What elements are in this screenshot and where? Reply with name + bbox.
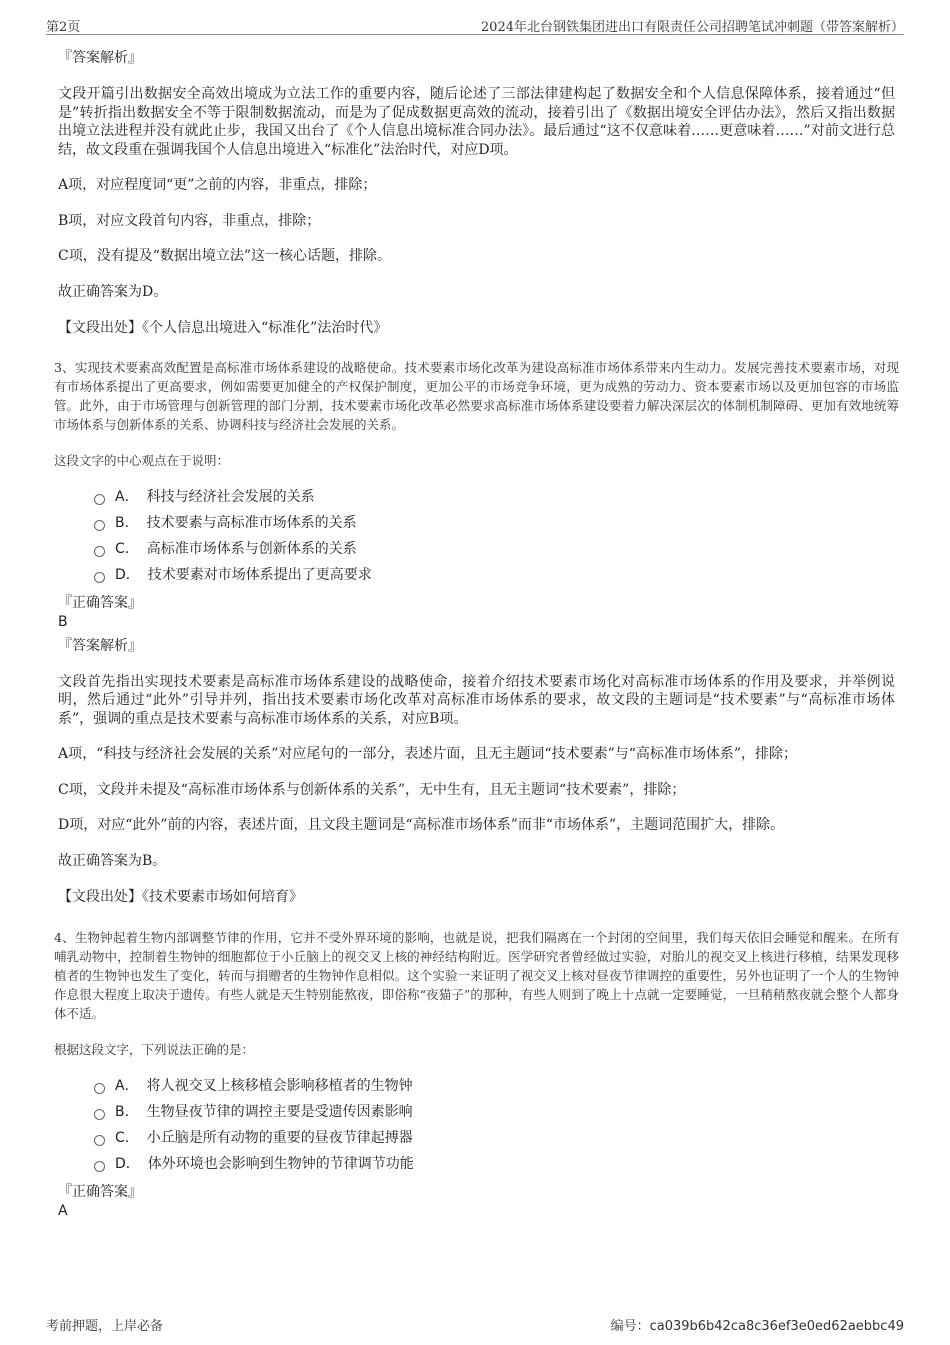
option-letter: B．	[115, 514, 139, 531]
option-a[interactable]	[94, 1073, 899, 1099]
option-text: 技术要素对市场体系提出了更高要求	[147, 566, 372, 583]
question-3-prompt: 这段文字的中心观点在于说明：	[54, 452, 230, 468]
option-b[interactable]	[94, 510, 899, 536]
option-c[interactable]	[94, 536, 899, 562]
question-4-text: 4、生物钟起着生物内部调整节律的作用，它并不受外界环境的影响，也就是说，把我们隔离在一个封闭的空间里，我们每天依旧会睡觉和醒来。在所有哺乳动物中，控制着生物钟的细胞都位于小丘脑上的视交叉上核的神经结构附近。医学研究者曾经做过实验，对胎儿的视交叉上核进行移植，结果发现移植者的生物钟也发生了变化，转而与捐赠者的生物钟作息相似。这个实验一来证明了视交叉上核对昼夜节律调控的重要性，另外也证明了一个人的生物钟作息很大程度上取决于遗传。有些人就是天生特别能熬夜，即俗称“夜猫子”的那种，有些人则到了晚上十点就一定要睡觉，一旦稍稍熬夜就会整个人都身体不适。	[54, 929, 899, 1021]
document-code	[611, 1315, 904, 1334]
question-3-text: 3、实现技术要素高效配置是高标准市场体系建设的战略使命。技术要素市场化改革为建设高标准市场体系带来内生动力。发展完善技术要素市场，对现有市场体系提出了更高要求，例如需要更加健全的产权保护制度，更加公平的市场竞争环境，更为成熟的劳动力、资本要素市场以及更加包容的市场监管。此外，由于市场管理与创新管理的部门分割，技术要素市场化改革必然要求高标准市场体系建设要着力解决深层次的体制机制障碍、更加有效地统筹市场体系与创新体系的关系、协调科技与经济社会发展的关系。	[54, 359, 899, 432]
analysis-item: B项，对应文段首句内容，非重点，排除；	[58, 212, 321, 229]
option-text: 小丘脑是所有动物的重要的昼夜节律起搏器	[146, 1129, 413, 1146]
option-letter: C．	[115, 1129, 139, 1146]
option-text: 技术要素与高标准市场体系的关系	[146, 514, 357, 531]
document-body	[54, 44, 899, 1226]
page-number: 第2页	[46, 20, 81, 35]
question-4-options	[94, 1073, 899, 1177]
radio-button-icon[interactable]	[94, 1083, 105, 1094]
option-letter: D．	[115, 1155, 140, 1172]
question-4-prompt: 根据这段文字，下列说法正确的是：	[54, 1041, 255, 1057]
analysis-heading: 『答案解析』	[58, 50, 142, 66]
option-text: 科技与经济社会发展的关系	[146, 488, 315, 505]
option-d[interactable]	[94, 1151, 899, 1177]
option-letter: C．	[115, 540, 139, 557]
option-d[interactable]	[94, 562, 899, 588]
analysis-item: C项，文段并未提及“高标准市场体系与创新体系的关系”，无中生有，且无主题词“技术要素”，排除；	[58, 781, 686, 798]
analysis-item: A项，“科技与经济社会发展的关系”对应尾句的一部分，表述片面，且无主题词“技术要素”与“高标准市场体系”，排除；	[58, 746, 798, 762]
footer-slogan: 考前押题，上岸必备	[46, 1319, 164, 1334]
page-header	[46, 14, 904, 35]
source-citation: 【文段出处】《技术要素市场如何培育》	[58, 889, 303, 905]
correct-answer-heading: 『正确答案』	[58, 1183, 142, 1200]
radio-button-icon[interactable]	[94, 494, 105, 505]
correct-answer: A	[58, 1202, 68, 1219]
option-letter: A．	[115, 488, 139, 505]
radio-button-icon[interactable]	[94, 1109, 105, 1120]
correct-answer-heading: 『正确答案』	[58, 594, 142, 611]
radio-button-icon[interactable]	[94, 572, 105, 583]
option-text: 高标准市场体系与创新体系的关系	[146, 540, 357, 557]
option-text: 生物昼夜节律的调控主要是受遗传因素影响	[146, 1103, 413, 1120]
correct-answer: B	[58, 613, 68, 630]
radio-button-icon[interactable]	[94, 1161, 105, 1172]
source-citation: 【文段出处】《个人信息出境进入“标准化”法治时代》	[58, 320, 388, 336]
analysis-conclusion: 故正确答案为D。	[58, 283, 168, 300]
option-text: 将人视交叉上核移植会影响移植者的生物钟	[146, 1077, 413, 1094]
analysis-item: A项，对应程度词“更”之前的内容，非重点，排除；	[58, 177, 377, 193]
option-a[interactable]	[94, 484, 899, 510]
analysis-heading: 『答案解析』	[58, 637, 142, 654]
analysis-text: 文段开篇引出数据安全高效出境成为立法工作的重要内容，随后论述了三部法律建构起了数据安全和个人信息保障体系，接着通过“但是”转折指出数据安全不等于限制数据流动，而是为了促成数据更高效的流动，接着引出了《数据出境安全评估办法》，然后又指出数据出境立法进程并没有就此止步，我国又出台了《个人信息出境标准合同办法》。最后通过“这不仅意味着……更意味着……”对前文进行总结，故文段重在强调我国个人信息出境进入“标准化”法治时代，对应D项。	[58, 86, 895, 158]
option-letter: D．	[115, 566, 140, 583]
analysis-item: D项，对应“此外”前的内容，表述片面，且文段主题词是“高标准市场体系”而非“市场体系”，主题词范围扩大，排除。	[58, 817, 785, 833]
code-label: 编号：	[610, 1319, 650, 1334]
radio-button-icon[interactable]	[94, 1135, 105, 1146]
radio-button-icon[interactable]	[94, 520, 105, 531]
option-b[interactable]	[94, 1099, 899, 1125]
analysis-conclusion: 故正确答案为B。	[58, 852, 167, 869]
option-letter: A．	[115, 1077, 139, 1094]
analysis-text: 文段首先指出实现技术要素是高标准市场体系建设的战略使命，接着介绍技术要素市场化对高标准市场体系的作用及要求，并举例说明，然后通过“此外”引导并列，指出技术要素市场化改革对高标准市场体系的要求，故文段的主题词是“技术要素”与“高标准市场体系”，强调的重点是技术要素与高标准市场体系的关系，对应B项。	[58, 673, 895, 727]
document-title: 2024年北台钢铁集团进出口有限责任公司招聘笔试冲刺题（带答案解析）	[480, 20, 904, 35]
option-text: 体外环境也会影响到生物钟的节律调节功能	[147, 1155, 414, 1172]
analysis-item: C项，没有提及“数据出境立法”这一核心话题，排除。	[58, 248, 392, 264]
radio-button-icon[interactable]	[94, 546, 105, 557]
question-3-options	[94, 484, 899, 588]
code-value: ca039b6b42ca8c36ef3e0ed62aebbc49	[649, 1319, 904, 1334]
option-letter: B．	[115, 1103, 139, 1120]
option-c[interactable]	[94, 1125, 899, 1151]
